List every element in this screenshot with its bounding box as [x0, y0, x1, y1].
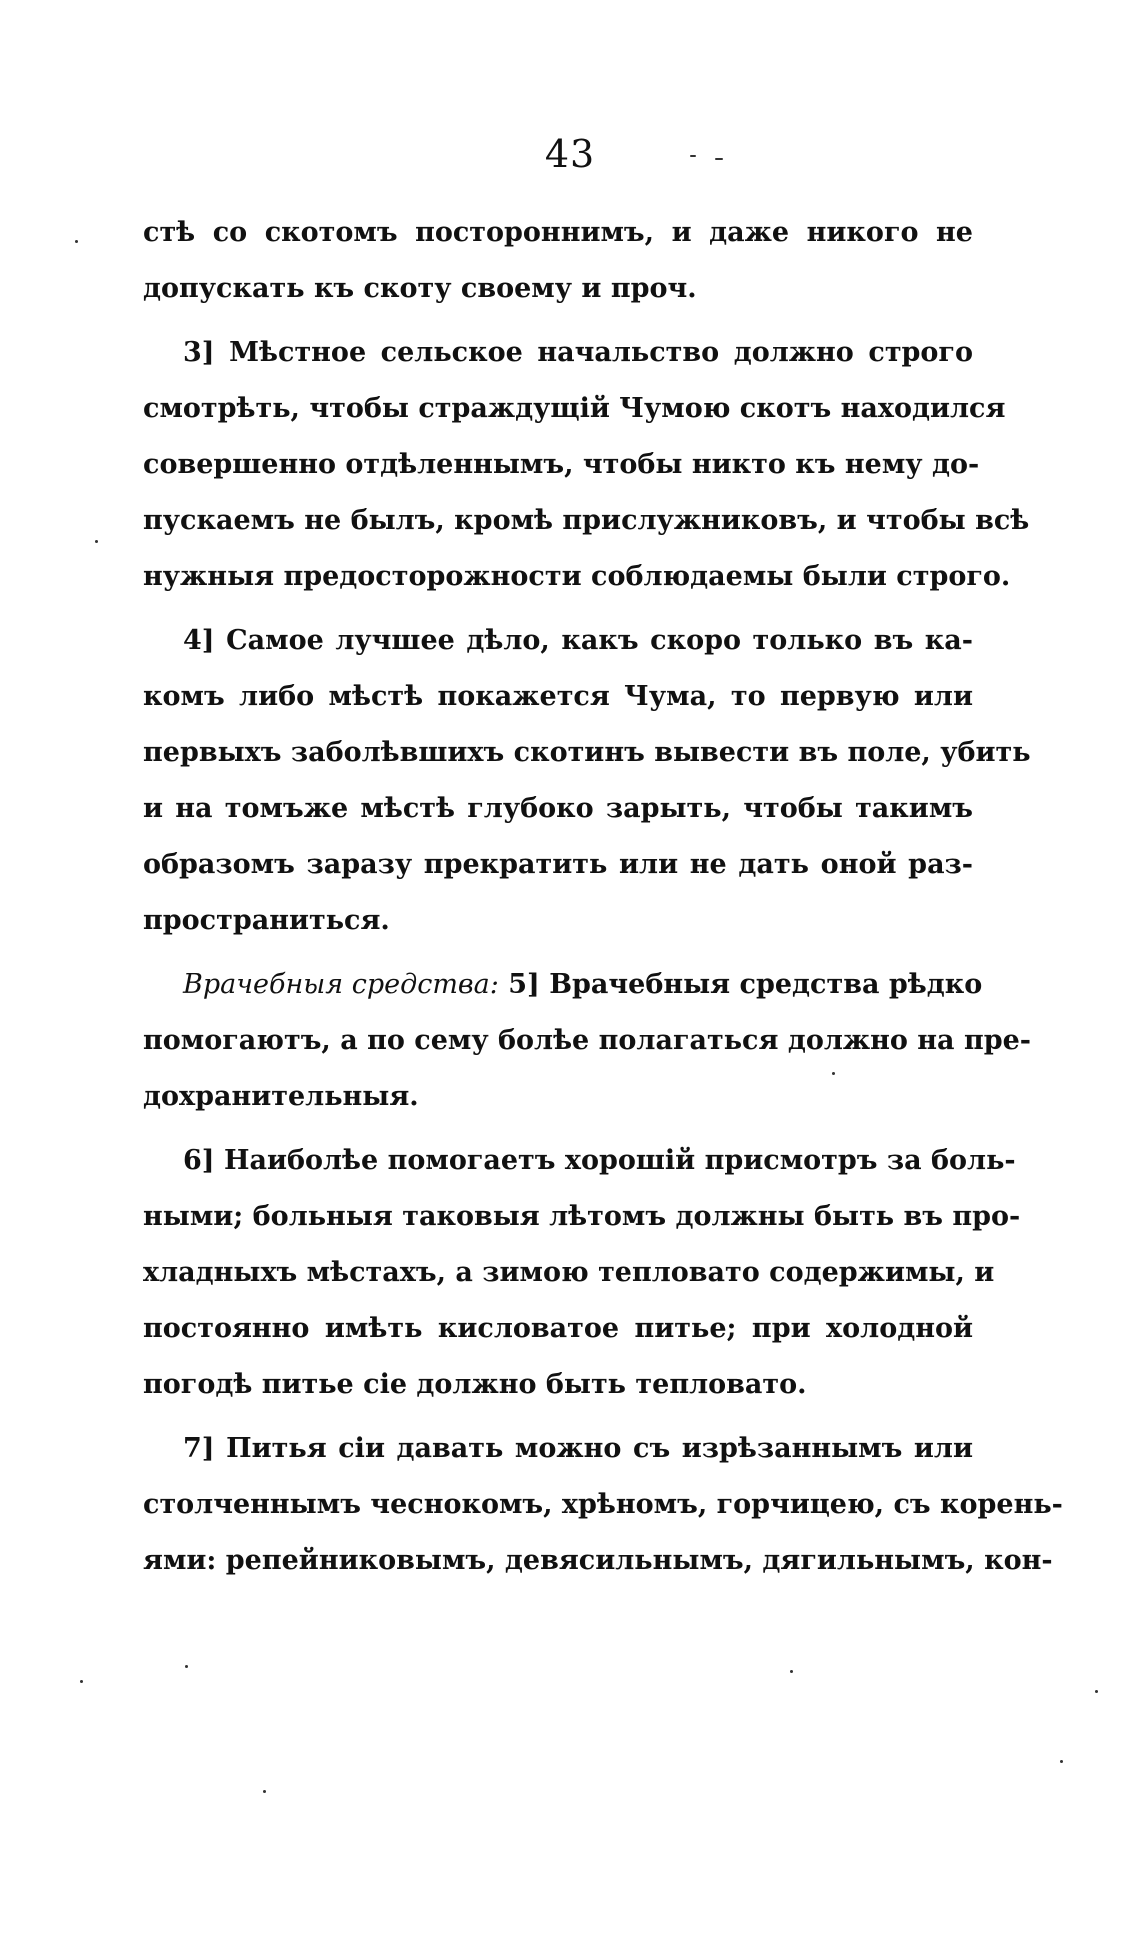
scan-speck — [1095, 1690, 1098, 1693]
scan-speck — [80, 1680, 83, 1683]
page-number: 43 — [544, 132, 596, 176]
scan-speck — [1060, 1760, 1063, 1763]
text-line: 6] Наиболѣе помогаетъ хорошій присмотръ за боль- — [183, 1145, 1016, 1176]
text-line: образомъ заразу прекратить или не дать оной раз- — [143, 849, 973, 880]
scan-speck — [263, 1790, 266, 1793]
text-line: дохранительныя. — [143, 1081, 419, 1112]
text-line: нужныя предосторожности соблюдаемы были строго. — [143, 561, 1011, 592]
text-line: 4] Самое лучшее дѣло, какъ скоро только въ ка- — [183, 625, 973, 656]
scan-speck — [790, 1670, 793, 1673]
text-line: первыхъ заболѣвшихъ скотинъ вывести въ поле, убить — [143, 737, 1031, 768]
scan-speck — [75, 240, 78, 243]
text-line: погодѣ питье сіе должно быть тепловато. — [143, 1369, 807, 1400]
text-line: смотрѣть, чтобы страждущій Чумою скотъ находился — [143, 393, 1006, 424]
text-line: допускать къ скоту своему и проч. — [143, 273, 697, 304]
scan-speck — [185, 1665, 188, 1668]
text-line: постоянно имѣть кисловатое питье; при холодной — [143, 1313, 973, 1344]
text-line: стѣ со скотомъ постороннимъ, и даже никого не — [143, 217, 973, 248]
text-line: пространиться. — [143, 905, 390, 936]
section-heading: Врачебныя средства: — [183, 969, 499, 1000]
text-line: и на томъже мѣстѣ глубоко зарыть, чтобы такимъ — [143, 793, 973, 824]
text-line: 3] Мѣстное сельское начальство должно строго — [183, 337, 973, 368]
text-line: комъ либо мѣстѣ покажется Чума, то первую или — [143, 681, 973, 712]
scan-speck — [95, 540, 98, 543]
text-line: пускаемъ не былъ, кромѣ прислужниковъ, и чтобы всѣ — [143, 505, 1030, 536]
text-line: ными; больныя таковыя лѣтомъ должны быть въ про- — [143, 1201, 1021, 1232]
text-line-rest: 5] Врачебныя средства рѣдко — [508, 969, 983, 1000]
text-line: хладныхъ мѣстахъ, а зимою тепловато содержимы, и — [143, 1257, 995, 1288]
scan-speck — [832, 1072, 835, 1075]
scan-speck — [690, 155, 696, 157]
text-line: столченнымъ чеснокомъ, хрѣномъ, горчицею, съ корень- — [143, 1489, 1063, 1520]
text-line: помогаютъ, а по сему болѣе полагаться должно на пре- — [143, 1025, 1031, 1056]
text-line-with-heading — [143, 957, 983, 1013]
scan-speck — [715, 158, 723, 160]
text-line: ями: репейниковымъ, девясильнымъ, дягильнымъ, кон- — [143, 1545, 1053, 1576]
body-text — [143, 205, 1063, 1589]
text-line: 7] Питья сіи давать можно съ изрѣзаннымъ или — [183, 1433, 973, 1464]
text-line: совершенно отдѣленнымъ, чтобы никто къ нему до- — [143, 449, 980, 480]
